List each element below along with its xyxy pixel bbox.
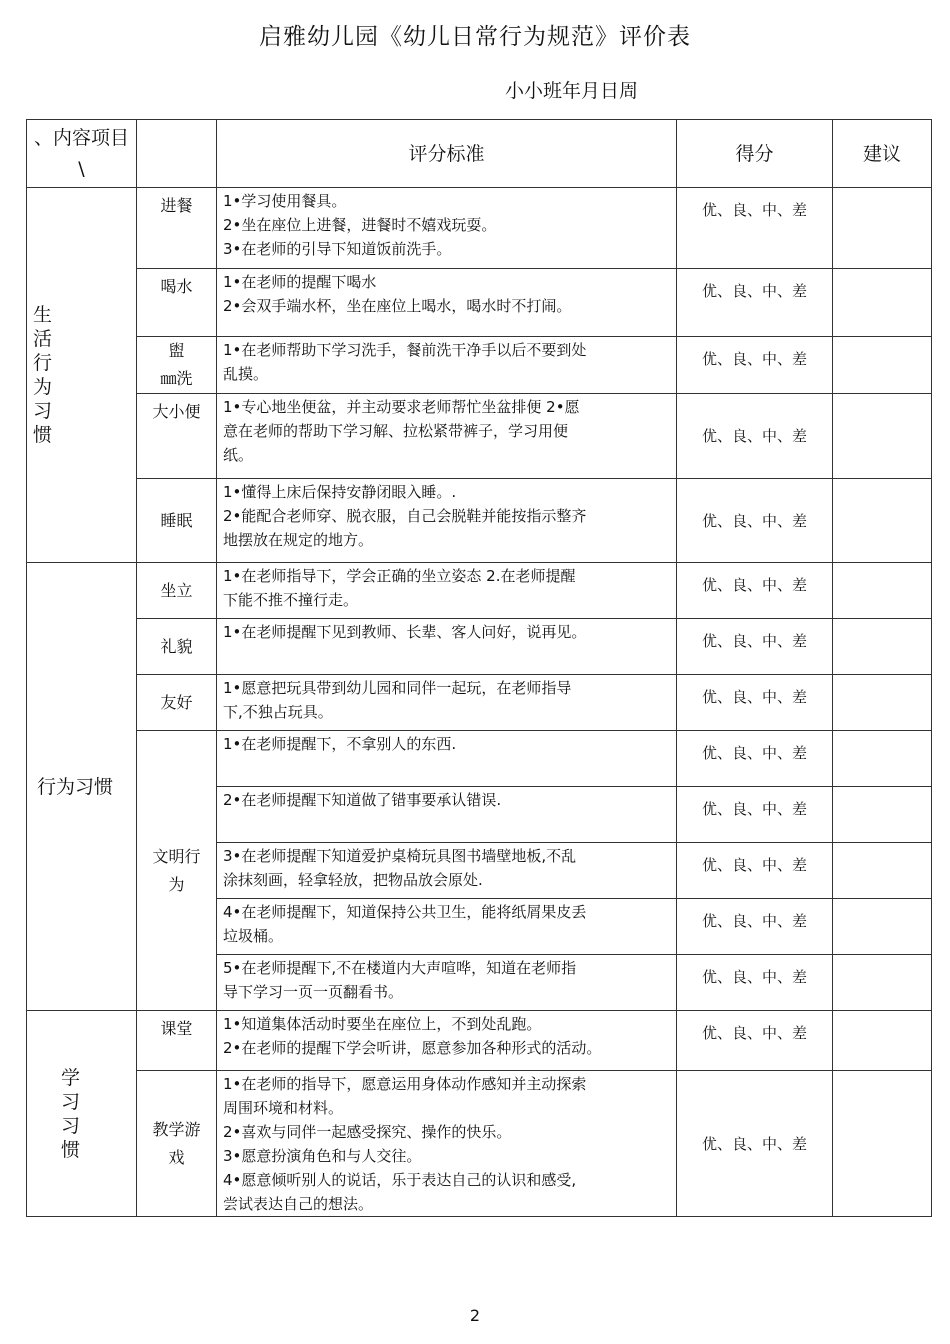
score-cell: 优、良、中、差	[677, 188, 833, 269]
advice-cell	[833, 188, 932, 269]
criteria-line: 尝试表达自己的想法。	[223, 1195, 374, 1213]
advice-cell	[833, 337, 932, 394]
table-row	[27, 479, 932, 563]
score-cell: 优、良、中、差	[677, 675, 833, 731]
advice-cell	[833, 899, 932, 955]
sub-item-label: 文明行	[152, 846, 201, 866]
header-row	[27, 120, 932, 188]
sub-item-label: 教学游	[152, 1119, 201, 1139]
criteria-cell	[217, 955, 677, 1011]
criteria-line: 下能不推不撞行走。	[223, 591, 359, 609]
table-row	[27, 619, 932, 675]
criteria-line: 下,不独占玩具。	[223, 703, 333, 721]
sub-item-cell	[137, 675, 217, 731]
criteria-line: 2•在老师提醒下知道做了错事要承认错误.	[223, 791, 502, 809]
header-score: 得分	[677, 120, 833, 188]
criteria-cell	[217, 479, 677, 563]
advice-cell	[833, 563, 932, 619]
advice-cell	[833, 787, 932, 843]
advice-cell	[833, 1011, 932, 1071]
sub-item-label: 课堂	[160, 1019, 193, 1038]
criteria-cell	[217, 269, 677, 337]
score-cell: 优、良、中、差	[677, 955, 833, 1011]
advice-cell	[833, 394, 932, 479]
criteria-line: 1•在老师提醒下，不拿别人的东西.	[223, 735, 457, 753]
criteria-line: 乱摸。	[223, 365, 269, 383]
table-row	[27, 269, 932, 337]
sub-item-label: ㎜洗	[160, 369, 193, 388]
criteria-line: 周围环境和材料。	[223, 1099, 344, 1117]
sub-item-cell	[137, 479, 217, 563]
sub-item-label: 戏	[168, 1147, 185, 1167]
table-row	[27, 337, 932, 394]
criteria-line: 意在老师的帮助下学习解、拉松紧带裤子，学习用便	[223, 422, 569, 440]
advice-cell	[833, 619, 932, 675]
score-cell: 优、良、中、差	[677, 787, 833, 843]
sub-item-label: 礼貌	[160, 636, 193, 656]
score-cell: 优、良、中、差	[677, 843, 833, 899]
score-cell: 优、良、中、差	[677, 563, 833, 619]
criteria-line: 2•喜欢与同伴一起感受探究、操作的快乐。	[223, 1123, 512, 1141]
category-cell: 行为习惯	[27, 563, 137, 1011]
header-blank-cell	[137, 120, 217, 188]
category-cell: 生活行为习惯	[27, 188, 137, 563]
header-content-item: 、内容项目 \	[27, 120, 137, 188]
evaluation-table	[26, 119, 932, 1217]
criteria-line: 4•在老师提醒下，知道保持公共卫生，能将纸屑果皮丢	[223, 903, 587, 921]
score-cell: 优、良、中、差	[677, 394, 833, 479]
header-advice: 建议	[833, 120, 932, 188]
advice-cell	[833, 731, 932, 787]
sub-item-label: 为	[168, 874, 185, 894]
criteria-line: 1•学习使用餐具。	[223, 192, 347, 210]
criteria-line: 1•在老师帮助下学习洗手，餐前洗干净手以后不要到处	[223, 341, 587, 359]
criteria-line: 垃圾桶。	[223, 927, 284, 945]
criteria-cell	[217, 675, 677, 731]
sub-item-label: 友好	[160, 692, 193, 712]
page-number: 2	[469, 1306, 481, 1325]
table-row	[27, 731, 932, 787]
criteria-cell	[217, 563, 677, 619]
sub-item-cell	[137, 394, 217, 479]
score-cell: 优、良、中、差	[677, 731, 833, 787]
criteria-line: 纸。	[223, 446, 254, 464]
score-cell: 优、良、中、差	[677, 479, 833, 563]
category-cell: 学习习惯	[27, 1011, 137, 1217]
sub-item-label: 大小便	[152, 402, 201, 421]
score-cell: 优、良、中、差	[677, 337, 833, 394]
advice-cell	[833, 479, 932, 563]
class-date-line: 小小班年月日周	[505, 80, 639, 102]
criteria-line: 导下学习一页一页翻看书。	[223, 983, 404, 1001]
criteria-line: 1•在老师的指导下，愿意运用身体动作感知并主动探索	[223, 1075, 587, 1093]
criteria-line: 1•愿意把玩具带到幼儿园和同伴一起玩，在老师指导	[223, 679, 572, 697]
criteria-line: 1•在老师提醒下见到教师、长辈、客人问好，说再见。	[223, 623, 587, 641]
table-row	[27, 563, 932, 619]
table-row	[27, 675, 932, 731]
score-cell: 优、良、中、差	[677, 269, 833, 337]
criteria-cell	[217, 787, 677, 843]
sub-item-cell	[137, 188, 217, 269]
score-cell: 优、良、中、差	[677, 1011, 833, 1071]
criteria-cell	[217, 1011, 677, 1071]
criteria-cell	[217, 899, 677, 955]
criteria-line: 1•在老师的提醒下喝水	[223, 273, 377, 291]
sub-item-cell	[137, 269, 217, 337]
score-cell: 优、良、中、差	[677, 619, 833, 675]
advice-cell	[833, 1071, 932, 1217]
table-row	[27, 1071, 932, 1217]
criteria-line: 涂抹刻画，轻拿轻放，把物品放会原处.	[223, 871, 483, 889]
criteria-line: 地摆放在规定的地方。	[223, 531, 374, 549]
criteria-line: 2•坐在座位上进餐，进餐时不嬉戏玩耍。	[223, 216, 497, 234]
sub-item-cell	[137, 1071, 217, 1217]
sub-item-label: 喝水	[160, 277, 193, 296]
table-row	[27, 188, 932, 269]
sub-item-cell	[137, 731, 217, 1011]
sub-item-cell	[137, 337, 217, 394]
criteria-line: 2•能配合老师穿、脱衣服，自己会脱鞋并能按指示整齐	[223, 507, 587, 525]
table-row	[27, 394, 932, 479]
criteria-line: 5•在老师提醒下,不在楼道内大声喧哗，知道在老师指	[223, 959, 577, 977]
sub-item-label: 睡眠	[160, 510, 193, 530]
criteria-cell	[217, 843, 677, 899]
criteria-line: 3•愿意扮演角色和与人交往。	[223, 1147, 422, 1165]
criteria-line: 1•知道集体活动时要坐在座位上，不到处乱跑。	[223, 1015, 542, 1033]
criteria-line: 4•愿意倾听别人的说话，乐于表达自己的认识和感受,	[223, 1171, 577, 1189]
sub-item-label: 进餐	[160, 196, 193, 215]
page-title: 启雅幼儿园《幼儿日常行为规范》评价表	[259, 24, 691, 50]
score-cell: 优、良、中、差	[677, 1071, 833, 1217]
criteria-line: 3•在老师的引导下知道饭前洗手。	[223, 240, 452, 258]
criteria-line: 3•在老师提醒下知道爱护桌椅玩具图书墙壁地板,不乱	[223, 847, 577, 865]
score-cell: 优、良、中、差	[677, 899, 833, 955]
table-row	[27, 1011, 932, 1071]
advice-cell	[833, 675, 932, 731]
criteria-line: 2•在老师的提醒下学会听讲，愿意参加各种形式的活动。	[223, 1039, 602, 1057]
criteria-cell	[217, 731, 677, 787]
sub-item-cell	[137, 619, 217, 675]
criteria-line: 2•会双手端水杯，坐在座位上喝水，喝水时不打闹。	[223, 297, 572, 315]
criteria-cell	[217, 1071, 677, 1217]
sub-item-label: 坐立	[160, 580, 193, 600]
sub-item-cell	[137, 563, 217, 619]
advice-cell	[833, 955, 932, 1011]
criteria-cell	[217, 394, 677, 479]
criteria-line: 1•懂得上床后保持安静闭眼入睡。.	[223, 483, 457, 501]
criteria-cell	[217, 337, 677, 394]
advice-cell	[833, 843, 932, 899]
sub-item-cell	[137, 1011, 217, 1071]
criteria-line: 1•专心地坐便盆，并主动要求老师帮忙坐盆排便 2•愿	[223, 398, 580, 416]
header-criteria: 评分标准	[217, 120, 677, 188]
criteria-cell	[217, 619, 677, 675]
criteria-line: 1•在老师指导下，学会正确的坐立姿态 2.在老师提醒	[223, 567, 576, 585]
sub-item-label: 盥	[168, 341, 185, 360]
advice-cell	[833, 269, 932, 337]
criteria-cell	[217, 188, 677, 269]
